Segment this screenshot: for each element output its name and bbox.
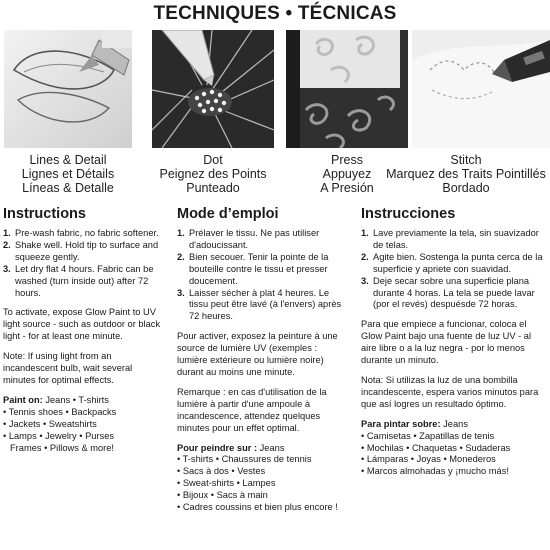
- list-item: Frames • Pillows & more!: [10, 442, 114, 453]
- technique-photos: [0, 30, 550, 150]
- list-item: • Sweat-shirts • Lampes: [177, 478, 276, 489]
- note-text: Nota: Si utilizas la luz de una bombilla incandescente, espera varios minutos para que así logres un resultado óptimo.: [361, 374, 539, 409]
- step-text: Lave previamente la tela, sin suavizador de telas.: [373, 228, 539, 250]
- step-number: 2.: [3, 239, 11, 250]
- caption-line: Líneas & Detalle: [22, 181, 114, 195]
- stitch-photo: [412, 30, 550, 148]
- step-item: [361, 252, 547, 276]
- list-item: • Lámparas • Joyas • Monederos: [361, 454, 496, 465]
- paint-on-label: Pour peindre sur :: [177, 442, 258, 453]
- caption-line: Lines & Detail: [29, 153, 107, 167]
- caption-lines-detail: [0, 153, 136, 195]
- caption-dot: [148, 153, 278, 195]
- step-item: [177, 228, 342, 252]
- column-heading: Mode d’emploi: [177, 206, 279, 222]
- note-text: Note: If using light from an incandescent bulb, wait several minutes for optimal effects.: [3, 351, 133, 385]
- step-number: 1.: [3, 228, 11, 238]
- step-item: [3, 264, 163, 300]
- step-text: Pre-wash fabric, no fabric softener.: [15, 228, 159, 238]
- activate-text: Pour activer, exposez la peinture à une source de lumière UV (exemples : lumière extérieure ou lumière noire) durant au moins une minute.: [177, 331, 338, 377]
- caption-line: Stitch: [450, 153, 482, 167]
- step-text: Prélaver le tissu. Ne pas utiliser d'adoucissant.: [189, 228, 320, 250]
- english-instructions: [3, 206, 163, 454]
- step-number: 1.: [177, 228, 185, 238]
- step-text: Shake well. Hold tip to surface and squeeze gently.: [15, 239, 159, 262]
- step-text: Bien secouer. Tenir la pointe de la bouteille contre le tissu et presser doucement.: [189, 251, 329, 286]
- step-number: 2.: [177, 251, 185, 262]
- column-heading: Instrucciones: [361, 206, 456, 222]
- paint-on-label: Para pintar sobre:: [361, 418, 441, 429]
- paint-on-heading: [177, 443, 342, 455]
- caption-stitch: [382, 153, 550, 195]
- list-item: • Bijoux • Sacs à main: [177, 490, 268, 501]
- step-item: [361, 228, 547, 252]
- dot-photo: [152, 30, 274, 148]
- step-item: [3, 228, 163, 240]
- list-item: • Tennis shoes • Backpacks: [3, 406, 117, 417]
- page-title: TECHNIQUES • TÉCNICAS: [153, 3, 397, 24]
- step-item: [177, 288, 342, 324]
- step-number: 1.: [361, 228, 369, 238]
- list-item: • Jackets • Sweatshirts: [3, 418, 97, 429]
- column-heading: Instructions: [3, 206, 86, 222]
- paint-on-first: Jeans • T-shirts: [42, 394, 109, 405]
- steps-list: [361, 228, 547, 311]
- step-number: 3.: [3, 263, 11, 274]
- caption-line: Dot: [203, 153, 223, 167]
- step-text: Agite bien. Sostenga la punta cerca de la superficie y apriete con suavidad.: [373, 251, 543, 274]
- step-number: 3.: [361, 275, 369, 286]
- step-number: 3.: [177, 287, 185, 298]
- step-text: Let dry flat 4 hours. Fabric can be washed (turn inside out) after 72 hours.: [15, 263, 154, 298]
- paint-on-list: [177, 454, 342, 514]
- paint-on-heading: [361, 419, 547, 431]
- note-text: Remarque : en cas d'utilisation de la lumière à partir d'une ampoule à incandescence, attendez quelques minutes pour un effet optimal.: [177, 386, 327, 433]
- paint-on-heading: [3, 395, 163, 407]
- press-photo: [286, 30, 408, 148]
- caption-line: Press: [331, 153, 363, 167]
- step-item: [361, 276, 547, 312]
- activate-text: To activate, expose Glow Paint to UV light source - such as outdoor or black light - for at least one minute.: [3, 307, 161, 342]
- list-item: • Sacs à dos • Vestes: [177, 466, 266, 477]
- lines-detail-photo: [4, 30, 132, 148]
- step-item: [3, 240, 163, 264]
- caption-line: Appuyez: [322, 167, 372, 181]
- list-item: • Mochilas • Chaquetas • Sudaderas: [361, 442, 511, 453]
- paint-on-list: [361, 431, 547, 479]
- paint-on-first: Jeans: [257, 442, 285, 453]
- paint-on-list: [3, 407, 163, 455]
- caption-line: Marquez des Traits Pointillés: [386, 167, 546, 181]
- list-item: • Camisetas • Zapatillas de tenis: [361, 430, 495, 441]
- steps-list: [177, 228, 342, 323]
- paint-on-label: Paint on:: [3, 394, 43, 405]
- paint-on-first: Jeans: [440, 418, 468, 429]
- list-item: • Lamps • Jewelry • Purses: [3, 430, 115, 441]
- french-instructions: [177, 206, 342, 514]
- step-text: Laisser sécher à plat 4 heures. Le tissu peut être lavé (à l'envers) après 72 heures.: [189, 287, 342, 322]
- caption-line: Lignes et Détails: [21, 167, 115, 181]
- steps-list: [3, 228, 163, 299]
- caption-line: Bordado: [442, 181, 490, 195]
- step-number: 2.: [361, 251, 369, 262]
- step-item: [177, 252, 342, 288]
- spanish-instructions: [361, 206, 547, 478]
- caption-line: Punteado: [186, 181, 240, 195]
- caption-line: A Presión: [320, 181, 374, 195]
- activate-text: Para que empiece a funcionar, coloca el Glow Paint bajo una fuente de luz UV - al aire libre o a la luz negra - por lo menos durante un minuto.: [361, 319, 532, 366]
- list-item: • T-shirts • Chaussures de tennis: [177, 454, 312, 465]
- technique-captions: [0, 153, 550, 195]
- list-item: • Cadres coussins et bien plus encore !: [177, 502, 338, 513]
- list-item: • Marcos almohadas y ¡mucho más!: [361, 466, 509, 477]
- step-text: Deje secar sobre una superficie plana durante 4 horas. La tela se puede lavar (por el revés) despuésde 72 horas.: [373, 275, 535, 310]
- caption-line: Peignez des Points: [159, 167, 267, 181]
